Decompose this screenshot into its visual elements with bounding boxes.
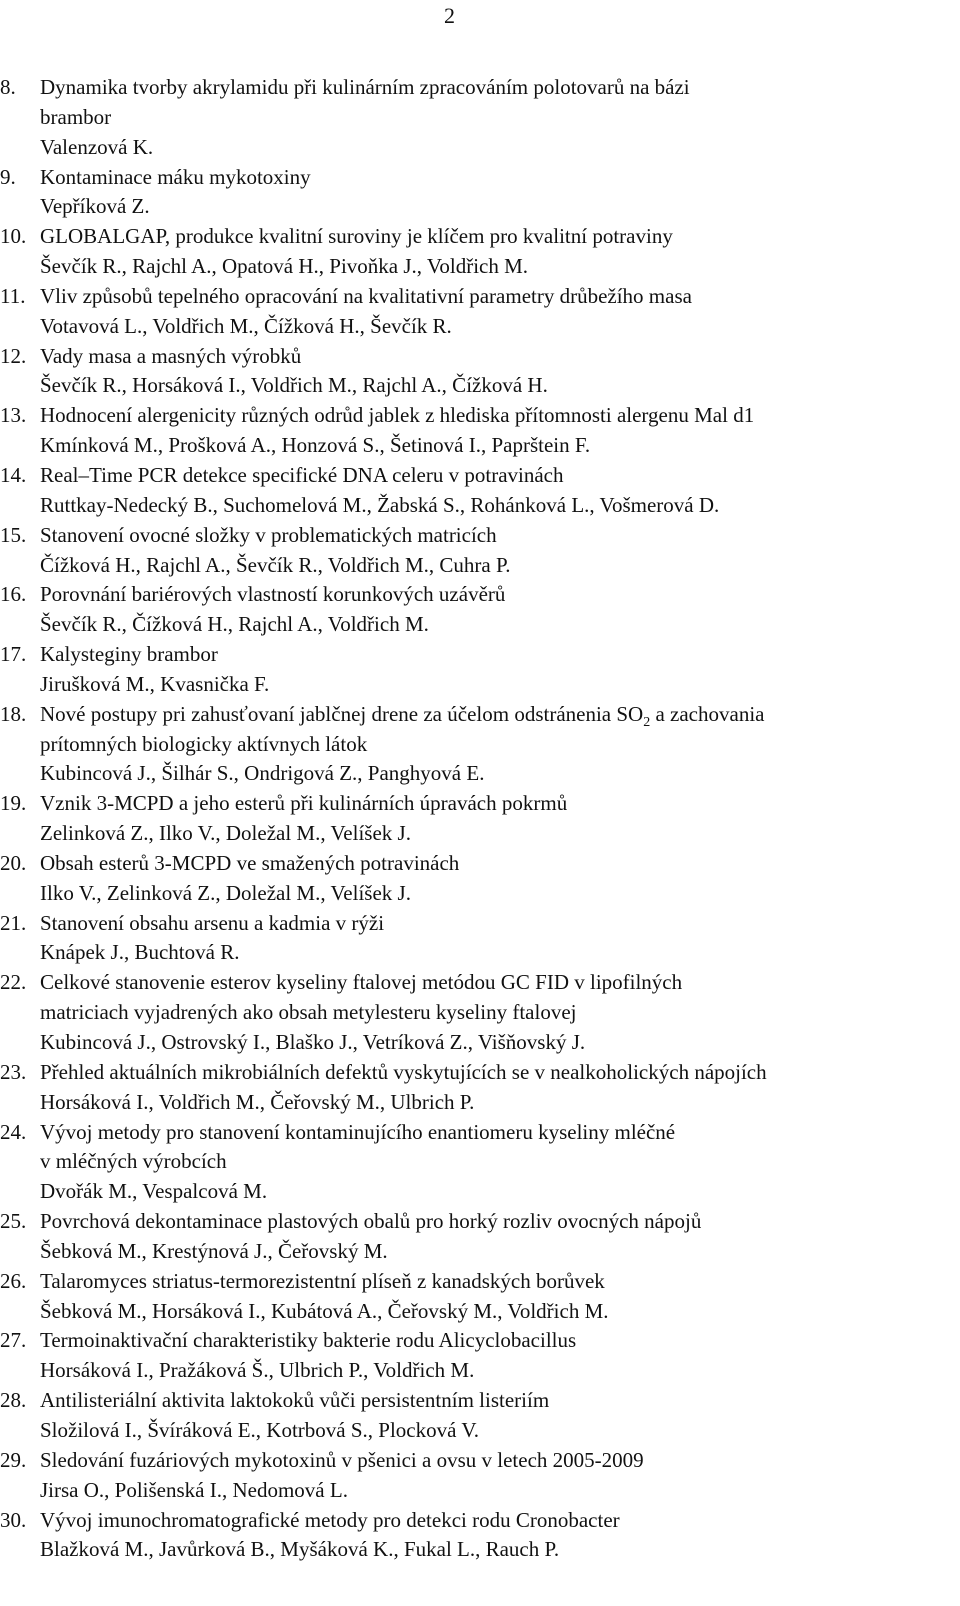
item-title: Přehled aktuálních mikrobiálních defektů vyskytujících se v nealkoholických nápojích [40, 1059, 767, 1084]
item-authors: Ruttkay-Nedecký B., Suchomelová M., Žabská S., Rohánková L., Vošmerová D. [40, 492, 720, 517]
title-text: a zachovania [650, 701, 765, 726]
item-authors: Ševčík R., Čížková H., Rajchl A., Voldřich M. [40, 612, 429, 637]
item-title: brambor [40, 104, 112, 129]
item-number: 29. [0, 1447, 27, 1472]
item-title: Dynamika tvorby akrylamidu při kulinárním zpracováním polotovarů na bázi [40, 75, 690, 99]
list-item [0, 789, 960, 849]
item-number: 9. [0, 164, 16, 189]
list-item [0, 968, 960, 1058]
list-item [0, 1267, 960, 1327]
list-item [0, 1207, 960, 1267]
item-number: 28. [0, 1388, 27, 1413]
list-item [0, 461, 960, 521]
item-authors: Zelinková Z., Ilko V., Doležal M., Velíšek J. [40, 821, 411, 846]
item-number: 25. [0, 1209, 27, 1234]
item-number: 18. [0, 701, 27, 726]
item-title: Hodnocení alergenicity různých odrůd jablek z hlediska přítomnosti alergenu Mal d1 [40, 403, 755, 428]
item-title: Porovnání bariérových vlastností korunkových uzávěrů [40, 582, 506, 607]
list-item [0, 163, 960, 223]
title-text: Nové postupy pri zahusťovaní jablčnej drene za účelom odstránenia SO [40, 701, 644, 726]
item-title: Talaromyces striatus-termorezistentní plíseň z kanadských borůvek [40, 1268, 605, 1293]
item-number: 21. [0, 910, 27, 935]
item-title: Stanovení ovocné složky v problematických matricích [40, 522, 497, 547]
item-authors: Ševčík R., Rajchl A., Opatová H., Pivoňka J., Voldřich M. [40, 254, 529, 279]
item-number: 10. [0, 224, 27, 249]
item-authors: Kubincová J., Šilhár S., Ondrigová Z., Panghyová E. [40, 761, 485, 786]
item-title: Vliv způsobů tepelného opracování na kvalitativní parametry drůbežího masa [40, 283, 692, 308]
item-number: 22. [0, 970, 27, 995]
list-item [0, 1326, 960, 1386]
item-number: 24. [0, 1119, 27, 1144]
item-number: 23. [0, 1059, 27, 1084]
item-title: Obsah esterů 3-MCPD ve smažených potravinách [40, 850, 460, 875]
list-item [0, 222, 960, 282]
item-title: Kontaminace máku mykotoxiny [40, 164, 311, 189]
list-item [0, 640, 960, 700]
item-title: Vývoj metody pro stanovení kontaminujícího enantiomeru kyseliny mléčné [40, 1119, 676, 1144]
list-item [0, 1446, 960, 1506]
item-authors: Šebková M., Krestýnová J., Čeřovský M. [40, 1238, 388, 1263]
item-authors: Jirušková M., Kvasnička F. [40, 671, 270, 696]
list-item [0, 1386, 960, 1446]
item-title: matriciach vyjadrených ako obsah metylesteru kyseliny ftalovej [40, 1000, 577, 1025]
item-title: Vady masa a masných výrobků [40, 343, 302, 368]
item-number: 8. [0, 75, 16, 99]
item-number: 30. [0, 1507, 27, 1532]
item-title: Termoinaktivační charakteristiky bakterie rodu Alicyclobacillus [40, 1328, 577, 1353]
item-number: 27. [0, 1328, 27, 1353]
item-title: Celkové stanovenie esterov kyseliny ftalovej metódou GC FID v lipofilných [40, 970, 683, 995]
item-authors: Valenzová K. [40, 134, 154, 159]
item-number: 12. [0, 343, 27, 368]
list-item [0, 580, 960, 640]
item-title: GLOBALGAP, produkce kvalitní suroviny je klíčem pro kvalitní potraviny [40, 224, 673, 249]
item-number: 19. [0, 791, 27, 816]
list-item [0, 1118, 960, 1208]
item-title: prítomných biologicky aktívnych látok [40, 731, 368, 756]
item-authors: Kmínková M., Prošková A., Honzová S., Šetinová I., Paprštein F. [40, 433, 591, 458]
item-number: 13. [0, 403, 27, 428]
item-authors: Ševčík R., Horsáková I., Voldřich M., Rajchl A., Čížková H. [40, 373, 548, 398]
list-item [0, 282, 960, 342]
list-item [0, 849, 960, 909]
list-item [0, 1506, 960, 1566]
item-title: Stanovení obsahu arsenu a kadmia v rýži [40, 910, 385, 935]
item-authors: Vepříková Z. [40, 194, 150, 219]
item-number: 11. [0, 283, 26, 308]
item-title: Kalysteginy brambor [40, 642, 218, 667]
list-item [0, 700, 960, 790]
item-title: Sledování fuzáriových mykotoxinů v pšenici a ovsu v letech 2005-2009 [40, 1447, 644, 1472]
item-authors: Jirsa O., Polišenská I., Nedomová L. [40, 1477, 348, 1502]
item-number: 16. [0, 582, 27, 607]
list-item [0, 73, 960, 163]
item-title: Vývoj imunochromatografické metody pro detekci rodu Cronobacter [40, 1507, 620, 1532]
list-item [0, 401, 960, 461]
item-authors: Horsáková I., Voldřich M., Čeřovský M., Ulbrich P. [40, 1089, 475, 1114]
item-authors: Složilová I., Švíráková E., Kotrbová S., Plocková V. [40, 1417, 480, 1442]
item-title: Povrchová dekontaminace plastových obalů pro horký rozliv ovocných nápojů [40, 1209, 702, 1234]
item-number: 26. [0, 1268, 27, 1293]
item-number: 14. [0, 462, 27, 487]
item-title: v mléčných výrobcích [40, 1149, 227, 1174]
item-authors: Dvořák M., Vespalcová M. [40, 1179, 268, 1204]
page-number: 2 [444, 3, 455, 28]
item-number: 15. [0, 522, 27, 547]
item-authors: Čížková H., Rajchl A., Ševčík R., Voldřich M., Cuhra P. [40, 552, 511, 577]
list-item [0, 1058, 960, 1118]
item-authors: Blažková M., Javůrková B., Myšáková K., Fukal L., Rauch P. [40, 1537, 560, 1562]
list-item [0, 909, 960, 969]
item-authors: Knápek J., Buchtová R. [40, 940, 240, 965]
item-authors: Horsáková I., Pražáková Š., Ulbrich P., Voldřich M. [40, 1358, 475, 1383]
item-number: 17. [0, 642, 27, 667]
item-authors: Šebková M., Horsáková I., Kubátová A., Čeřovský M., Voldřich M. [40, 1298, 609, 1323]
item-title: Real–Time PCR detekce specifické DNA celeru v potravinách [40, 462, 564, 487]
item-authors: Kubincová J., Ostrovský I., Blaško J., Vetríková Z., Višňovský J. [40, 1030, 586, 1054]
item-title: Antilisteriální aktivita laktokoků vůči persistentním listeriím [40, 1388, 550, 1413]
item-number: 20. [0, 850, 27, 875]
item-authors: Ilko V., Zelinková Z., Doležal M., Velíšek J. [40, 880, 411, 905]
item-authors: Votavová L., Voldřich M., Čížková H., Ševčík R. [40, 313, 452, 338]
item-title: Vznik 3-MCPD a jeho esterů při kulinárních úpravách pokrmů [40, 791, 568, 816]
subscript: 2 [643, 714, 651, 730]
list-item [0, 521, 960, 581]
item-title [40, 700, 960, 730]
list-item [0, 342, 960, 402]
publication-list [0, 73, 960, 1565]
